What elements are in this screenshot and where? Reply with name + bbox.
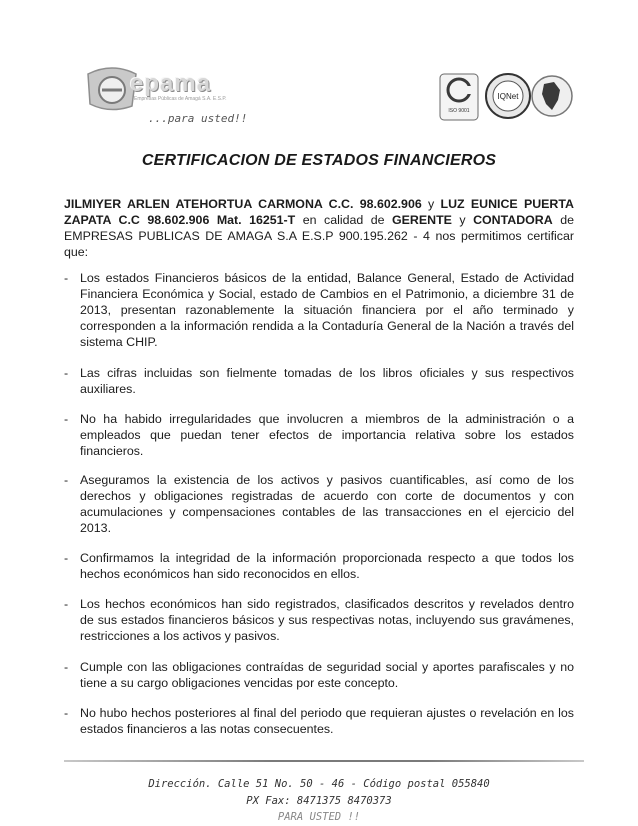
- list-item-text: Cumple con las obligaciones contraídas de seguridad social y aportes parafiscales y no tiene a su cargo obligaciones vencidas por este concepto.: [80, 660, 574, 690]
- role-1: GERENTE: [392, 213, 452, 227]
- company-logo: [82, 60, 248, 125]
- svg-text:IQNet: IQNet: [497, 92, 519, 101]
- list-item: [64, 550, 574, 582]
- certification-badges: [436, 70, 576, 130]
- list-item-text: Confirmamos la integridad de la información proporcionada respecto a que todos los hechos económicos han sido reconocidos en ellos.: [80, 551, 574, 581]
- footer-address: Dirección. Calle 51 No. 50 - 46 - Código postal 055840: [148, 778, 490, 790]
- list-item: [64, 411, 574, 459]
- certification-seals-icon: [436, 70, 576, 130]
- bullet-dash: -: [64, 271, 69, 285]
- intro-connector-2: en calidad de: [295, 213, 393, 227]
- signatory-1: JILMIYER ARLEN ATEHORTUA CARMONA C.C. 98.602.906: [64, 197, 422, 211]
- list-item: [64, 705, 574, 737]
- signatory-2: LUZ EUNICE PUERTA ZAPATA C.C 98.602.906 Mat. 16251-T: [64, 197, 574, 227]
- bullet-dash: -: [64, 366, 69, 380]
- list-item-text: Los estados Financieros básicos de la entidad, Balance General, Estado de Actividad Financiera Económica y Social, estado de Cambios en el Patrimonio, a diciembre 31 de 2013, presentan razonablemente la situación financiera por el año terminado y corresponden a la información rendida a la Contaduría General de la Nación a través del sistema CHIP.: [80, 271, 574, 349]
- intro-rest: de EMPRESAS PUBLICAS DE AMAGA S.A E.S.P 900.195.262 - 4 nos permitimos certificar que:: [64, 213, 574, 259]
- intro-connector-1: y: [421, 197, 441, 211]
- certification-items: [64, 270, 574, 737]
- logo-subtitle: Empresas Públicas de Amagá S.A. E.S.P.: [134, 96, 227, 102]
- bullet-dash: -: [64, 706, 69, 720]
- list-item: [64, 270, 574, 350]
- list-item: [64, 596, 574, 644]
- list-item-text: No ha habido irregularidades que involucren a miembros de la administración o a empleados que puedan tener efectos de importancia relativa sobre los estados financieros.: [80, 412, 574, 458]
- list-item: [64, 472, 574, 536]
- bullet-dash: -: [64, 597, 69, 611]
- list-item-text: Aseguramos la existencia de los activos y pasivos cuantificables, así como de los derechos y obligaciones registradas de acuerdo con corte de documentos y con acumulaciones y compensaciones contables de las transacciones en el ejercicio del 2013.: [80, 473, 574, 535]
- role-2: CONTADORA: [473, 213, 553, 227]
- bullet-dash: -: [64, 412, 69, 426]
- svg-text:ISO 9001: ISO 9001: [448, 108, 470, 114]
- footer-slogan: PARA USTED !!: [277, 811, 361, 823]
- bullet-dash: -: [64, 551, 69, 565]
- bullet-dash: -: [64, 660, 69, 674]
- list-item-text: Las cifras incluidas son fielmente tomadas de los libros oficiales y sus respectivos auxiliares.: [80, 366, 574, 396]
- list-item: [64, 365, 574, 397]
- list-item-text: No hubo hechos posteriores al final del periodo que requieran ajustes o revelación en los estados financieros a las notas consecuentes.: [80, 706, 574, 736]
- document-title: CERTIFICACION DE ESTADOS FINANCIEROS: [141, 152, 497, 169]
- intro-connector-3: y: [451, 213, 474, 227]
- logo-wordmark: epama: [130, 70, 212, 97]
- footer-divider: [64, 760, 584, 762]
- logo-slogan: ...para usted!!: [148, 112, 248, 125]
- footer-phone: PX Fax: 8471375 8470373: [246, 795, 392, 807]
- bullet-dash: -: [64, 473, 69, 487]
- intro-paragraph: [64, 196, 574, 260]
- list-item-text: Los hechos económicos han sido registrados, clasificados descritos y revelados dentro de sus estados financieros básicos y sus respectivas notas, incluyendo sus gravámenes, restricciones a los activos y pasivos.: [80, 597, 574, 643]
- list-item: [64, 659, 574, 691]
